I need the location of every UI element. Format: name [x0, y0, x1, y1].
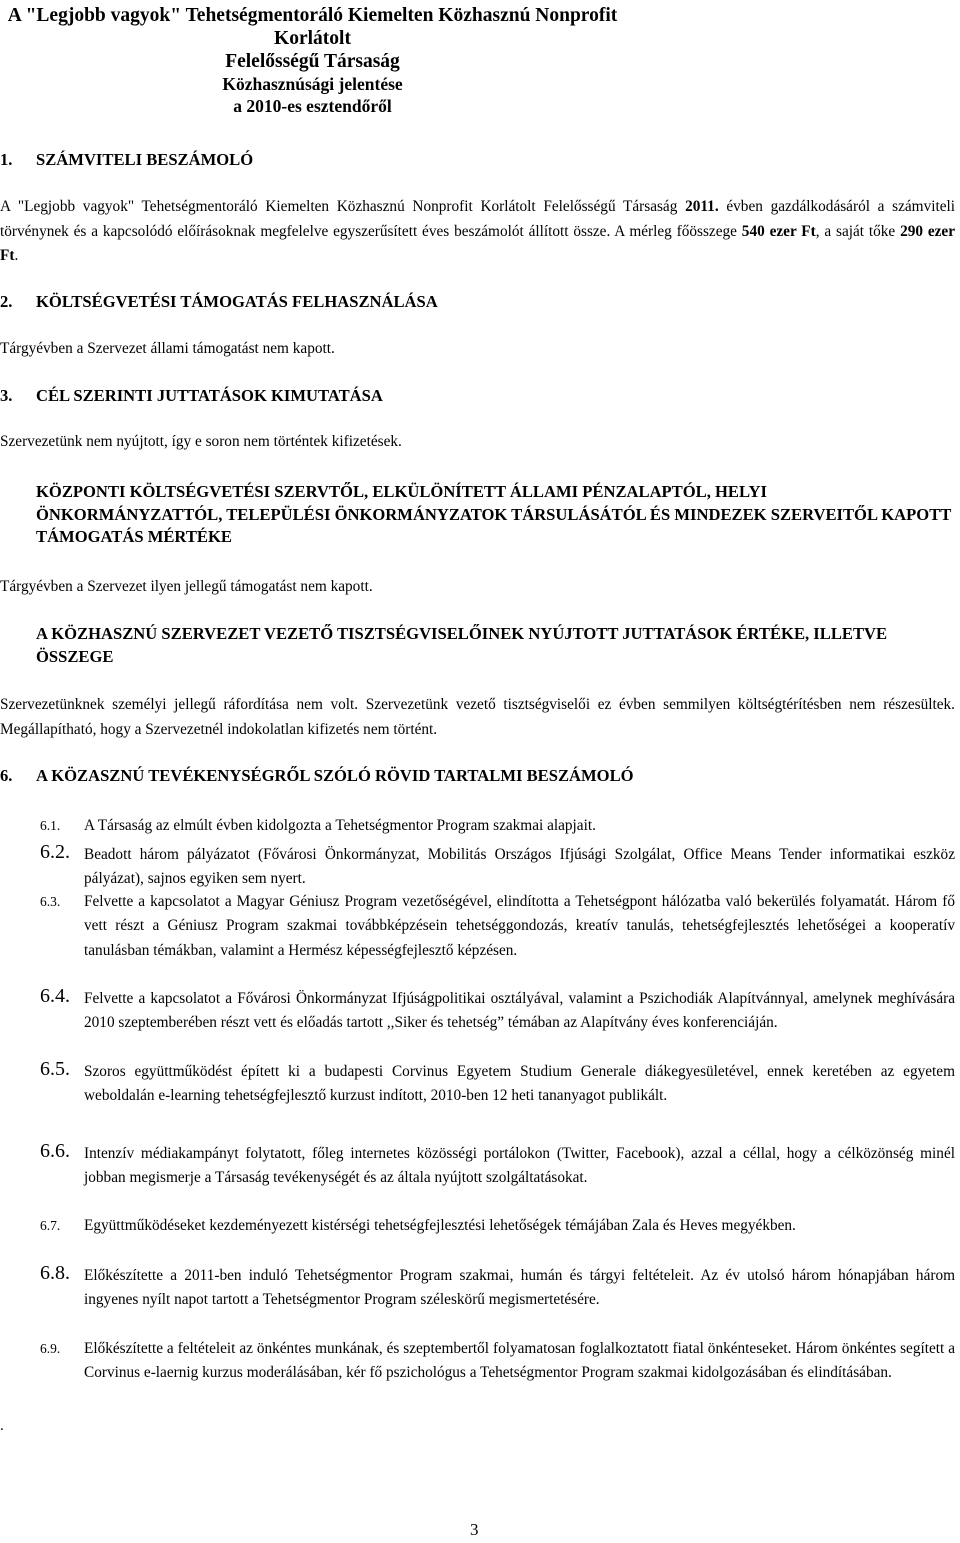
year-value: 2011.	[685, 198, 719, 215]
section-title: A KÖZASZNÚ TEVÉKENYSÉGRŐL SZÓLÓ RÖVID TARTALMI BESZÁMOLÓ	[36, 766, 634, 785]
list-item-6-8	[40, 1264, 955, 1313]
item-text: Felvette a kapcsolatot a Magyar Géniusz Program vezetőségével, elindította a Tehetségpont hálózatba való bekerülés folyamatát. Három fő vett részt a Géniusz Program szakmai továbbképzésein tehetséggondozás, kreatív tanulás, tehetségfejlesztés lehetőségei a kooperatív tanulásban témákban, valamint a Hermész képességfejlesztő képzésen.	[84, 893, 955, 959]
section-number	[0, 481, 36, 504]
item-text: Előkészítette a 2011-ben induló Tehetségmentor Program szakmai, humán és tárgyi feltételeit. Az év utolsó három hónapjában három ingyenes nyílt napot tartott a Tehetségmentor Program széleskörű megismertetésére.	[84, 1267, 955, 1309]
list-item-6-5	[40, 1060, 955, 1109]
page-number: 3	[470, 1520, 479, 1539]
item-number: 6.1.	[40, 818, 61, 833]
section-number: 3.	[0, 386, 13, 405]
section-title: SZÁMVITELI BESZÁMOLÓ	[36, 150, 254, 169]
section-1-text: A "Legjobb vagyok" Tehetségmentoráló Kiemelten Közhasznú Nonprofit Korlátolt Felelősségű Társaság 2011. évben gazdálkodásáról a számviteli törvénynek és a kapcsolódó előírásoknak megfelelve egyszerűsített éves beszámolót állított össze. A mérleg főösszege 540 ezer Ft, a saját tőke 290 ezer Ft.	[0, 198, 956, 264]
header-line-1: A "Legjobb vagyok" Tehetségmentoráló Kiemelten Közhasznú Nonprofit Korlátolt	[7, 5, 618, 49]
item-text: Intenzív médiakampányt folytatott, főleg internetes közösségi portálokon (Twitter, Facebook), azzal a céllal, hogy a célközönség minél jobban megismerje a Társaság tevékenységét és az általa nyújtott szolgáltatásokat.	[84, 1145, 955, 1187]
list-item-6-9	[40, 1337, 955, 1386]
stray-dot: .	[0, 1418, 4, 1434]
item-number: 6.4.	[40, 985, 70, 1007]
item-text: Szoros együttműködést épített ki a budapesti Corvinus Egyetem Studium Generale diákegyesületével, ennek keretében az egyetem weboldalán e-learning tehetségfejlesztő kurzust indított, 2010-ben 12 heti tananyagot publikált.	[84, 1063, 955, 1105]
list-item-6-4	[40, 987, 955, 1036]
section-4-text: Tárgyévben a Szervezet ilyen jellegű támogatást nem kapott.	[0, 578, 373, 595]
section-1-heading	[0, 149, 955, 172]
section-2-heading	[0, 291, 955, 314]
equity-value: 290 ezer Ft	[0, 222, 955, 264]
item-text: A Társaság az elmúlt évben kidolgozta a Tehetségmentor Program szakmai alapjait.	[84, 817, 596, 834]
list-item-6-2	[40, 843, 955, 892]
header-line-2: Felelősségű Társaság	[225, 51, 400, 72]
item-text: Felvette a kapcsolatot a Fővárosi Önkormányzat Ifjúságpolitikai osztályával, valamint a Pszichodiák Alapítvánnyal, amelynek meghívására 2010 szeptemberében részt vett és előadás tartott ,,Siker és tehetség” témában az Alapítvány éves konferenciáján.	[84, 990, 955, 1032]
list-item-6-1	[40, 814, 955, 838]
item-text: Előkészítette a feltételeit az önkéntes munkának, és szeptembertől folyamatosan foglalkoztatott fiatal önkénteseket. Három önkéntes segített a Corvinus e-laernig kurzus moderálásában, kér fő pszichológus a Tehetségmentor Program szakmai kidolgozásában és elindításában.	[84, 1340, 955, 1382]
item-text: Beadott három pályázatot (Fővárosi Önkormányzat, Mobilitás Országos Ifjúsági Szolgálat, Office Means Tender informatikai eszköz pályázat), sajnos egyiken sem nyert.	[84, 846, 955, 888]
section-title: KÖZPONTI KÖLTSÉGVETÉSI SZERVTŐL, ELKÜLÖNÍTETT ÁLLAMI PÉNZALAPTÓL, HELYI ÖNKORMÁNYZATTÓL, TELEPÜLÉSI ÖNKORMÁNYZATOK TÁRSULÁSÁTÓL ÉS MINDEZEK SZERVEITŐL KAPOTT TÁMOGATÁS MÉRTÉKE	[36, 482, 952, 546]
item-number: 6.8.	[40, 1262, 70, 1284]
item-number: 6.2.	[40, 841, 70, 863]
section-5-heading	[0, 623, 955, 668]
section-6-heading	[0, 765, 955, 788]
section-number	[0, 623, 36, 646]
balance-value: 540 ezer Ft	[741, 222, 816, 240]
section-4-heading	[0, 481, 955, 549]
section-number: 6.	[0, 766, 13, 785]
header-line-3: Közhasznúsági jelentése	[222, 74, 403, 94]
report-header	[0, 4, 625, 117]
section-2-text: Tárgyévben a Szervezet állami támogatást nem kapott.	[0, 340, 335, 357]
section-title: A KÖZHASZNÚ SZERVEZET VEZETŐ TISZTSÉGVISELŐINEK NYÚJTOTT JUTTATÁSOK ÉRTÉKE, ILLETVE ÖSSZEGE	[36, 624, 888, 666]
item-number: 6.7.	[40, 1218, 61, 1233]
list-item-6-6	[40, 1142, 955, 1191]
section-title: CÉL SZERINTI JUTTATÁSOK KIMUTATÁSA	[36, 386, 383, 405]
section-5-text: Szervezetünknek személyi jellegű ráfordítása nem volt. Szervezetünk vezető tisztségviselői ez évben semmilyen költségtérítésben nem részesültek. Megállapítható, hogy a Szervezetnél indokolatlan kifizetés nem történt.	[0, 696, 955, 738]
section-title: KÖLTSÉGVETÉSI TÁMOGATÁS FELHASZNÁLÁSA	[36, 292, 438, 311]
item-number: 6.5.	[40, 1058, 70, 1080]
list-item-6-3	[40, 890, 955, 963]
section-3-heading	[0, 385, 955, 408]
item-number: 6.9.	[40, 1341, 61, 1356]
item-text: Együttműködéseket kezdeményezett kistérségi tehetségfejlesztési lehetőségek témájában Zala és Heves megyékben.	[84, 1217, 796, 1234]
item-number: 6.3.	[40, 894, 61, 909]
section-number: 2.	[0, 292, 13, 311]
header-line-4: a 2010-es esztendőről	[233, 96, 392, 116]
item-number: 6.6.	[40, 1140, 70, 1162]
section-number: 1.	[0, 150, 13, 169]
list-item-6-7	[40, 1214, 955, 1238]
section-3-text: Szervezetünk nem nyújtott, így e soron nem történtek kifizetések.	[0, 433, 402, 450]
